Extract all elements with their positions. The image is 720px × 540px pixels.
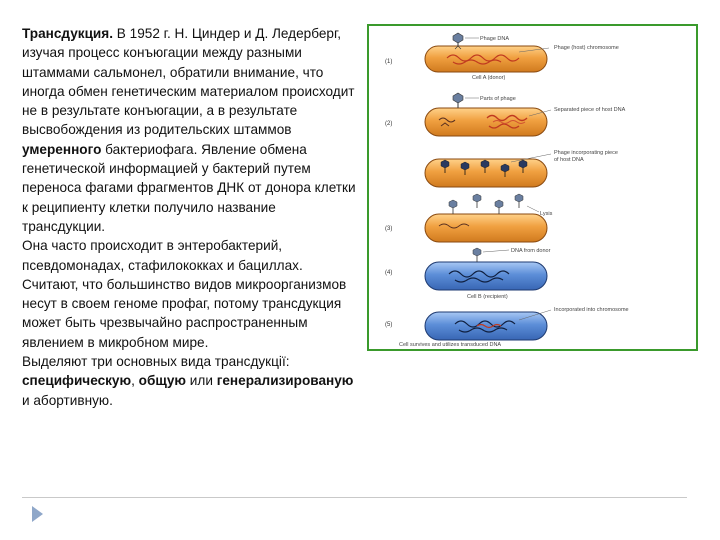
- play-arrow-icon[interactable]: [32, 506, 43, 522]
- type-specific: специфическую: [22, 373, 132, 389]
- annotation-cell-b: Cell B (recipient): [467, 294, 508, 300]
- step-label-4: (4): [385, 270, 393, 276]
- step3-lysing-cell: [425, 194, 547, 242]
- annotation-lysis: Lysis: [540, 211, 553, 217]
- step-label-3: (3): [385, 226, 393, 232]
- types-separator: или: [186, 373, 217, 389]
- annotation-parts-of-phage: Parts of phage: [480, 96, 516, 102]
- slide-text: [22, 24, 358, 410]
- step-label-1: (1): [385, 59, 393, 65]
- type-generalized: генерализированую: [216, 373, 354, 389]
- annotation-phage-dna: Phage DNA: [480, 36, 510, 42]
- annotation-dna-from-donor: DNA from donor: [511, 248, 551, 254]
- annotation-incorporated: Incorporated into chromosome: [554, 307, 629, 313]
- step2b-donor-cell: [425, 159, 547, 187]
- step-label-5: (5): [385, 322, 393, 328]
- figure-caption: Cell survives and utilizes transduced DNA: [399, 342, 502, 348]
- annotation-phage-incorporating-1: Phage incorporating piece: [554, 150, 618, 156]
- term-transduction: Трансдукция.: [22, 26, 114, 41]
- transduction-diagram: [367, 24, 698, 351]
- annotation-cell-a: Cell A (donor): [472, 75, 506, 81]
- step-label-2: (2): [385, 121, 393, 127]
- step5-recipient-cell: [425, 312, 547, 340]
- types-separator: ,: [131, 373, 139, 389]
- annotation-phage-incorporating-2: of host DNA: [554, 157, 584, 163]
- transduction-diagram-svg: [369, 26, 696, 349]
- step4-recipient-cell: [425, 248, 547, 290]
- types-ending: и абортивную.: [22, 392, 113, 408]
- paragraph-transduction: [22, 24, 358, 236]
- paragraph-occurrence: Она часто происходит в энтеробактерий, псевдомонадах, стафилококках и бациллах. Считают, что большинство видов микроорганизмов несут в своем геноме профаг, потому трансдукция может быть чрезвычайно распространенным явлением в микробном мире.: [22, 238, 347, 350]
- paragraph1-text-b: бактериофага. Явление обмена генетической информацией у бактерий путем переноса фагами фрагментов ДНК от донора клетки к реципиенту клетки получило название трансдукции.: [22, 141, 356, 234]
- term-temperate: умеренного: [22, 141, 102, 157]
- annotation-separated-piece: Separated piece of host DNA: [554, 107, 626, 113]
- paragraph-types: [22, 352, 358, 410]
- paragraph1-text-a: В 1952 г. Н. Циндер и Д. Ледерберг, изучая процесс конъюгации между разными штаммами сальмонел, обратили внимание, что иногда обмен генетическим материалом происходит не в результате конъюгации, а в результате высвобождения из родительских штаммов: [22, 26, 355, 138]
- annotation-host-chromosome: Phage (host) chromosome: [554, 45, 619, 51]
- footer-divider: [22, 497, 687, 498]
- type-general: общую: [138, 373, 187, 389]
- types-intro: Выделяют три основных вида трансдукції:: [22, 354, 290, 370]
